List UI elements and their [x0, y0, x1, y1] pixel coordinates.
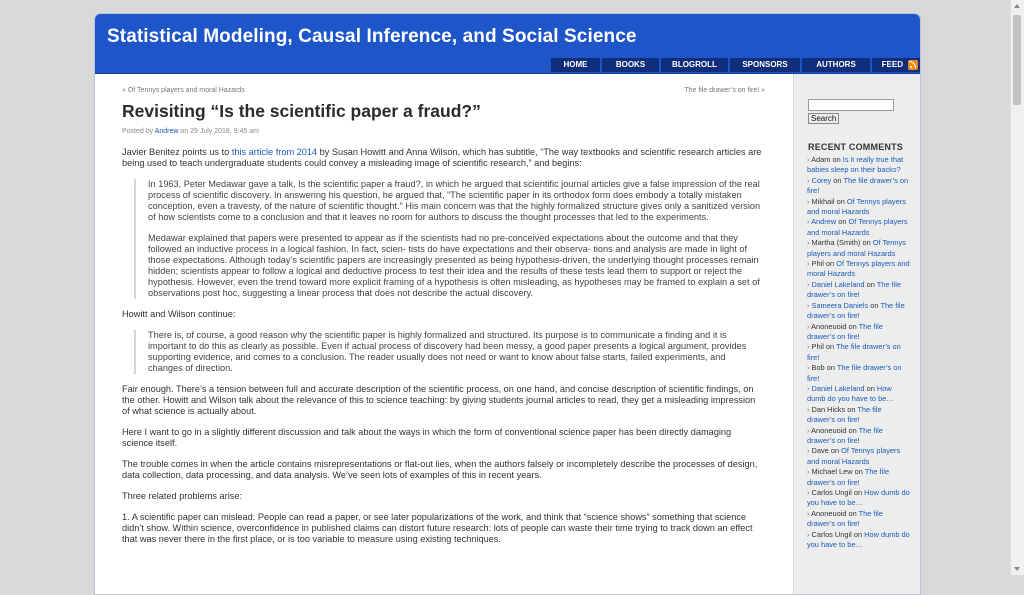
comment-author: Bob	[811, 363, 825, 373]
blockquote-howitt-wilson	[134, 330, 762, 374]
recent-comment-item	[807, 280, 911, 301]
comment-on-text: on	[847, 404, 856, 414]
bullet-marker: ›	[807, 404, 812, 414]
recent-comment-item	[807, 509, 911, 530]
comment-author: Phil	[811, 259, 824, 269]
nav-blogroll[interactable]: BLOGROLL	[661, 58, 728, 72]
comment-on-text: on	[848, 425, 857, 435]
comment-post-link[interactable]: How dumb do you have to be…	[807, 529, 910, 550]
bullet-marker: ›	[807, 425, 812, 435]
recent-comment-item	[807, 176, 911, 197]
bullet-marker: ›	[807, 446, 812, 456]
scroll-thumb[interactable]	[1013, 15, 1021, 105]
comment-author[interactable]: Sameera Daniels	[811, 300, 869, 310]
comment-author[interactable]: Daniel Lakeland	[811, 383, 865, 393]
comment-post-link[interactable]: The file drawer’s on fire!	[807, 508, 883, 529]
comment-on-text: on	[826, 363, 835, 373]
quote-paragraph: Medawar explained that papers were presented to appear as if the scientists had no pre-conceived expectations about the outcome and that they followed an inductive process in a logical fashion. In fact, scien- tists do have expectations and their observa- tions and analysis are made in light of those expectations. Although today’s scientific papers are increasingly presented as being hypothesis-driven, the underlying thought processes remain hidden; scientists appear to follow a logical and deductive process to test their idea and the results of these tests lead them to support or reject the hypothesis. However, even the trend toward more explicit framing of a hypothesis is often misleading, as hypotheses may be framed to explain a set of observations post hoc, suggesting a linear process that does not describe the actual discovery.	[148, 233, 760, 298]
recent-comments-heading: RECENT COMMENTS	[808, 142, 903, 152]
comment-post-link[interactable]: Of Tennys players and moral Hazards	[807, 259, 910, 279]
comment-on-text: on	[870, 300, 879, 310]
comment-post-link[interactable]: The file drawer’s on fire!	[807, 363, 902, 383]
comment-author: Michael Lew	[811, 467, 853, 477]
site-title[interactable]: Statistical Modeling, Causal Inference, and Social Science	[107, 26, 637, 47]
author-link[interactable]: Andrew	[154, 128, 179, 135]
comment-on-text: on	[866, 383, 875, 393]
bullet-marker: ›	[807, 488, 812, 497]
bullet-marker: ›	[807, 342, 812, 352]
post-content	[122, 147, 762, 555]
comment-on-text: on	[830, 446, 840, 456]
recent-comments-list	[807, 155, 911, 550]
comment-author: Carlos Ungil	[811, 488, 852, 497]
comment-author: Mikhail	[811, 196, 835, 206]
comment-post-link[interactable]: The file drawer’s on fire!	[807, 175, 909, 196]
comment-post-link[interactable]: Is it really true that babies sleep on their backs?	[807, 155, 904, 175]
comment-author[interactable]: Andrew	[811, 217, 837, 227]
comment-post-link[interactable]: Of Tennys players and moral Hazards	[807, 196, 906, 217]
body-paragraph: The trouble comes in when the article contains misrepresentations or flat-out lies, when the authors falsely or incompletely describe the processes of design, data collection, data processing, and data analysis. We’ve seen lots of examples of this in recent years.	[122, 459, 758, 480]
sidebar	[793, 74, 921, 594]
search-input[interactable]	[808, 99, 894, 111]
body-paragraph: 1. A scientific paper can mislead. People can read a paper, or see later popularizations of the work, and think that “science shows” something that science didn’t show. Within science, overconfidence in published claims can distort future research: lots of people can waste their time trying to track down an effect that was never there in the first place, or is too variable to measure using existing techniques.	[122, 512, 753, 544]
nav-feed-label: FEED	[881, 60, 903, 69]
recent-comment-item	[807, 488, 911, 509]
comment-author[interactable]: Corey	[811, 175, 832, 185]
recent-comment-item	[807, 405, 911, 426]
comment-author[interactable]: Daniel Lakeland	[811, 279, 865, 289]
comment-post-link[interactable]: Of Tennys players and moral Hazards	[807, 446, 901, 466]
comment-post-link[interactable]: The file drawer’s on fire!	[807, 300, 905, 321]
site-header	[95, 14, 920, 74]
post-area	[95, 74, 792, 594]
comment-author: Adam	[811, 155, 831, 164]
post-title[interactable]: Revisiting “Is the scientific paper a fraud?”	[122, 101, 481, 121]
byline-prefix: Posted by	[122, 128, 155, 135]
bullet-marker: ›	[807, 259, 812, 269]
nav-sponsors[interactable]: SPONSORS	[730, 58, 800, 72]
comment-post-link[interactable]: The file drawer’s on fire!	[807, 425, 883, 445]
comment-on-text: on	[833, 175, 842, 185]
recent-comment-item	[807, 446, 911, 467]
blockquote-medawar	[134, 179, 762, 299]
nav-authors[interactable]: AUTHORS	[802, 58, 870, 72]
bullet-marker: ›	[807, 508, 812, 518]
comment-author: Anoneuoid	[811, 321, 847, 331]
comment-on-text: on	[862, 238, 871, 248]
bullet-marker: ›	[807, 467, 812, 477]
intro-text-1: Javier Benitez points us to	[122, 147, 232, 157]
bullet-marker: ›	[807, 217, 812, 227]
comment-on-text: on	[825, 259, 835, 269]
byline-date: on 29 July 2018, 9:45 am	[178, 128, 259, 135]
recent-comment-item	[807, 197, 911, 218]
bullet-marker: ›	[807, 279, 812, 289]
recent-comment-item	[807, 363, 911, 384]
scroll-down-arrow-icon[interactable]	[1014, 567, 1020, 571]
intro-paragraph	[122, 147, 762, 169]
comment-author: Anoneuoid	[811, 425, 847, 435]
recent-comment-item	[807, 426, 911, 447]
comment-author: Anoneuoid	[811, 508, 847, 518]
post-byline	[122, 128, 259, 135]
page-scrollbar[interactable]	[1010, 0, 1024, 575]
intro-text-2: by Susan Howitt and Anna Wilson, which has subtitle, “The way textbooks and scientific research articles are being used to teach undergraduate students could convey a misleading image of scientific research,” and begins:	[122, 147, 762, 168]
recent-comment-item	[807, 217, 911, 238]
next-post-link[interactable]: The file drawer’s on fire! »	[684, 87, 765, 94]
comment-on-text: on	[838, 217, 847, 227]
recent-comment-item	[807, 259, 911, 280]
comment-post-link[interactable]: The file drawer’s on fire!	[807, 321, 883, 341]
bullet-marker: ›	[807, 529, 812, 539]
recent-comment-item	[807, 384, 911, 405]
comment-on-text: on	[854, 467, 863, 477]
bullet-marker: ›	[807, 363, 812, 373]
bullet-marker: ›	[807, 300, 812, 310]
recent-comment-item	[807, 322, 911, 343]
bullet-marker: ›	[807, 238, 812, 248]
article-link[interactable]: this article from 2014	[231, 147, 318, 157]
continue-paragraph: Howitt and Wilson continue:	[122, 309, 236, 319]
comment-post-link[interactable]: The file drawer’s on fire!	[807, 404, 882, 425]
scroll-up-arrow-icon[interactable]	[1014, 4, 1020, 8]
comment-post-link[interactable]: The file drawer’s on fire!	[807, 467, 890, 487]
previous-post-link[interactable]: « Of Tennys players and moral Hazards	[122, 87, 245, 94]
comment-author: Dave	[811, 446, 829, 456]
comment-post-link[interactable]: Of Tennys players and moral Hazards	[807, 238, 906, 258]
recent-comment-item	[807, 238, 911, 259]
recent-comment-item	[807, 301, 911, 322]
bullet-marker: ›	[807, 196, 812, 206]
comment-post-link[interactable]: The file drawer’s on fire!	[807, 342, 901, 362]
comment-post-link[interactable]: Of Tennys players and moral Hazards	[807, 217, 908, 237]
comment-on-text: on	[866, 279, 875, 289]
comment-post-link[interactable]: The file drawer’s on fire!	[807, 279, 901, 300]
body-paragraph: Three related problems arise:	[122, 491, 243, 501]
recent-comment-item	[807, 155, 911, 176]
recent-comment-item	[807, 530, 911, 551]
recent-comment-item	[807, 342, 911, 363]
body-paragraph: Fair enough. There’s a tension between full and accurate description of the scientific process, on one hand, and concise description of scientific findings, on the other. Howitt and Wilson talk about the relevance of this to science teaching: by giving students journal articles to read, they get a misleading impression of what science is actually about.	[122, 384, 756, 416]
comment-author: Carlos Ungil	[811, 529, 852, 539]
page-wrapper	[94, 13, 921, 595]
comment-on-text: on	[853, 488, 863, 497]
nav-books[interactable]: BOOKS	[602, 58, 659, 72]
comment-author: Phil	[811, 342, 824, 352]
bullet-marker: ›	[807, 383, 812, 393]
quote-paragraph: There is, of course, a good reason why the scientific paper is highly formalized and structured. Its purpose is to communicate a finding and it is important to do this as clearly as possible. Even if actual process of discovery had been messy, a good paper presents a logical argument, provides supporting evidence, and comes to a conclusion. The reader usually does not need or want to know about false starts, failed experiments, and changes of direction.	[148, 330, 747, 373]
comment-post-link[interactable]: How dumb do you have to be…	[807, 383, 894, 404]
bullet-marker: ›	[807, 175, 812, 185]
comment-post-link[interactable]: How dumb do you have to be…	[807, 488, 910, 508]
comment-author: Martha (Smith)	[811, 238, 861, 248]
comment-on-text: on	[836, 196, 845, 206]
comment-on-text: on	[853, 529, 863, 539]
comment-on-text: on	[832, 155, 841, 164]
recent-comment-item	[807, 467, 911, 488]
bullet-marker: ›	[807, 155, 812, 164]
nav-feed[interactable]	[872, 58, 920, 72]
search-button[interactable]: Search	[808, 113, 839, 124]
comment-on-text: on	[825, 342, 835, 352]
comment-on-text: on	[848, 508, 857, 518]
rss-feed-icon	[908, 60, 918, 70]
bullet-marker: ›	[807, 321, 812, 331]
quote-paragraph: In 1963, Peter Medawar gave a talk, Is the scientific paper a fraud?, in which he argued that scientific journal articles give a false impression of the real process of scientific discovery. In answering his question, he argued that, “The scientific paper in its orthodox form does embody a totally mistaken conception, even a travesty, of the nature of scientific thought.” His main concern was that the highly formalized structure gives only a sanitized version of how scientists come to a conclusion and that it leaves no room for authors to discuss the thought processes that led to the experiments.	[148, 179, 761, 222]
comment-author: Dan Hicks	[811, 404, 846, 414]
nav-home[interactable]: HOME	[551, 58, 600, 72]
body-paragraph: Here I want to go in a slightly different discussion and talk about the ways in which the form of conventional science paper has been directly damaging science itself.	[122, 427, 732, 448]
main-nav	[549, 58, 920, 72]
comment-on-text: on	[848, 321, 857, 331]
